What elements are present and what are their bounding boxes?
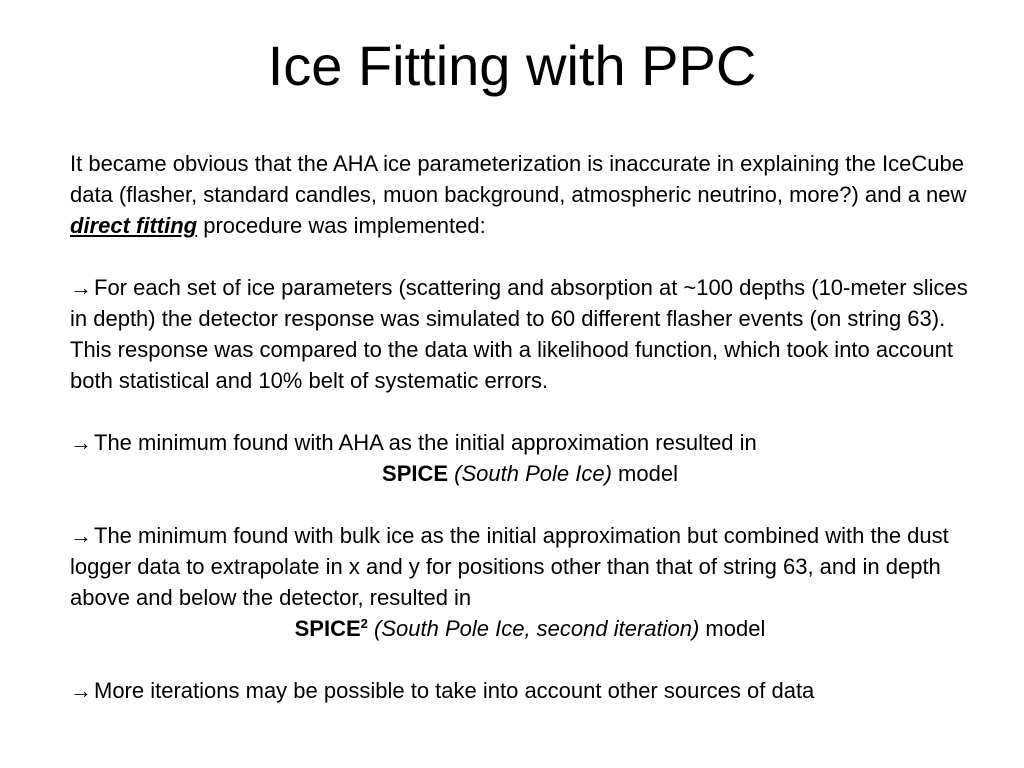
intro-text-after: procedure was implemented: (197, 213, 486, 238)
slide-title: Ice Fitting with PPC (267, 34, 757, 97)
bullet-parameters-text: For each set of ice parameters (scattering and absorption at ~100 depths (10-meter slices in depth) the detector response was simulated to 60 different flasher events (on string 63). This response was compared to the data with a likelihood function, which took into account both statistical and 10% belt of systematic errors. (70, 275, 968, 393)
bullet-bulk-minimum-text: The minimum found with bulk ice as the initial approximation but combined with the dust logger data to extrapolate in x and y for positions other than that of string 63, and in depth above and below the detector, resulted in (70, 523, 949, 610)
spice2-model-name: SPICE (294, 616, 361, 641)
bullet-more-iterations (70, 675, 990, 706)
spice-model-description: (South Pole Ice) (454, 461, 612, 486)
bullet-bulk-minimum (70, 520, 990, 613)
spice2-model-suffix: model (699, 616, 766, 641)
spacer (70, 241, 990, 272)
direct-fitting-emphasis: direct fitting (70, 213, 198, 238)
intro-paragraph (70, 148, 990, 241)
spice-model-name: SPICE (382, 461, 449, 486)
slide-body (70, 148, 990, 706)
spice2-model-description: (South Pole Ice, second iteration) (374, 616, 700, 641)
right-arrow-icon: → (70, 678, 92, 703)
bullet-more-iterations-text: More iterations may be possible to take into account other sources of data (94, 678, 815, 703)
right-arrow-icon: → (70, 523, 92, 548)
intro-text-before: It became obvious that the AHA ice parameterization is inaccurate in explaining the IceCube data (flasher, standard candles, muon background, atmospheric neutrino, more?) and a new (70, 151, 967, 207)
bullet-parameters (70, 272, 990, 396)
bullet-aha-minimum-text: The minimum found with AHA as the initial approximation resulted in (94, 430, 757, 455)
right-arrow-icon: → (70, 430, 92, 455)
spacer (70, 396, 990, 427)
bullet-aha-minimum (70, 427, 990, 458)
spice2-model-line (70, 613, 990, 644)
right-arrow-icon: → (70, 275, 92, 300)
spice2-superscript: 2 (360, 616, 368, 631)
spice-model-suffix: model (611, 461, 678, 486)
spice-model-line (70, 458, 990, 489)
spacer (70, 644, 990, 675)
spacer (70, 489, 990, 520)
